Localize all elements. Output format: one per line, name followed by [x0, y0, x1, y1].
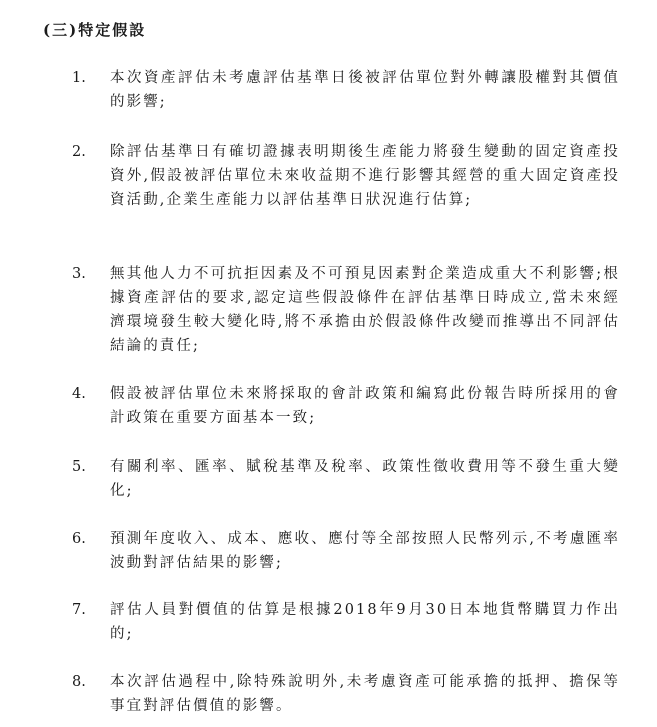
item-text: 評估人員對價值的估算是根據2018年9月30日本地貨幣購買力作出的;	[110, 602, 620, 642]
section-title: (三)特定假設	[43, 21, 147, 39]
item-number: 6.	[72, 531, 86, 547]
item-number: 2.	[72, 144, 86, 160]
item-text: 無其他人力不可抗拒因素及不可預見因素對企業造成重大不利影響;根據資產評估的要求,認定這些假設條件在評估基準日時成立,當未來經濟環境發生較大變化時,將不承擔由於假設條件改變而推導出不同評估結論的責任;	[110, 266, 620, 354]
item-number: 4.	[72, 386, 86, 402]
item-number: 7.	[72, 602, 86, 618]
item-text: 除評估基準日有確切證據表明期後生產能力將發生變動的固定資產投資外,假設被評估單位未來收益期不進行影響其經營的重大固定資產投資活動,企業生產能力以評估基準日狀況進行估算;	[110, 144, 620, 208]
item-number: 3.	[72, 266, 86, 282]
item-number: 5.	[72, 459, 86, 475]
item-text: 預測年度收入、成本、應收、應付等全部按照人民幣列示,不考慮匯率波動對評估結果的影響;	[110, 531, 620, 571]
item-text: 本次評估過程中,除特殊說明外,未考慮資產可能承擔的抵押、擔保等事宜對評估價值的影響。	[110, 674, 620, 714]
item-text: 本次資產評估未考慮評估基準日後被評估單位對外轉讓股權對其價值的影響;	[110, 70, 620, 110]
item-number: 8.	[72, 674, 86, 690]
item-text: 有關利率、匯率、賦稅基準及稅率、政策性徵收費用等不發生重大變化;	[110, 459, 620, 499]
item-text: 假設被評估單位未來將採取的會計政策和編寫此份報告時所採用的會計政策在重要方面基本一致;	[110, 386, 620, 426]
item-number: 1.	[72, 70, 86, 86]
